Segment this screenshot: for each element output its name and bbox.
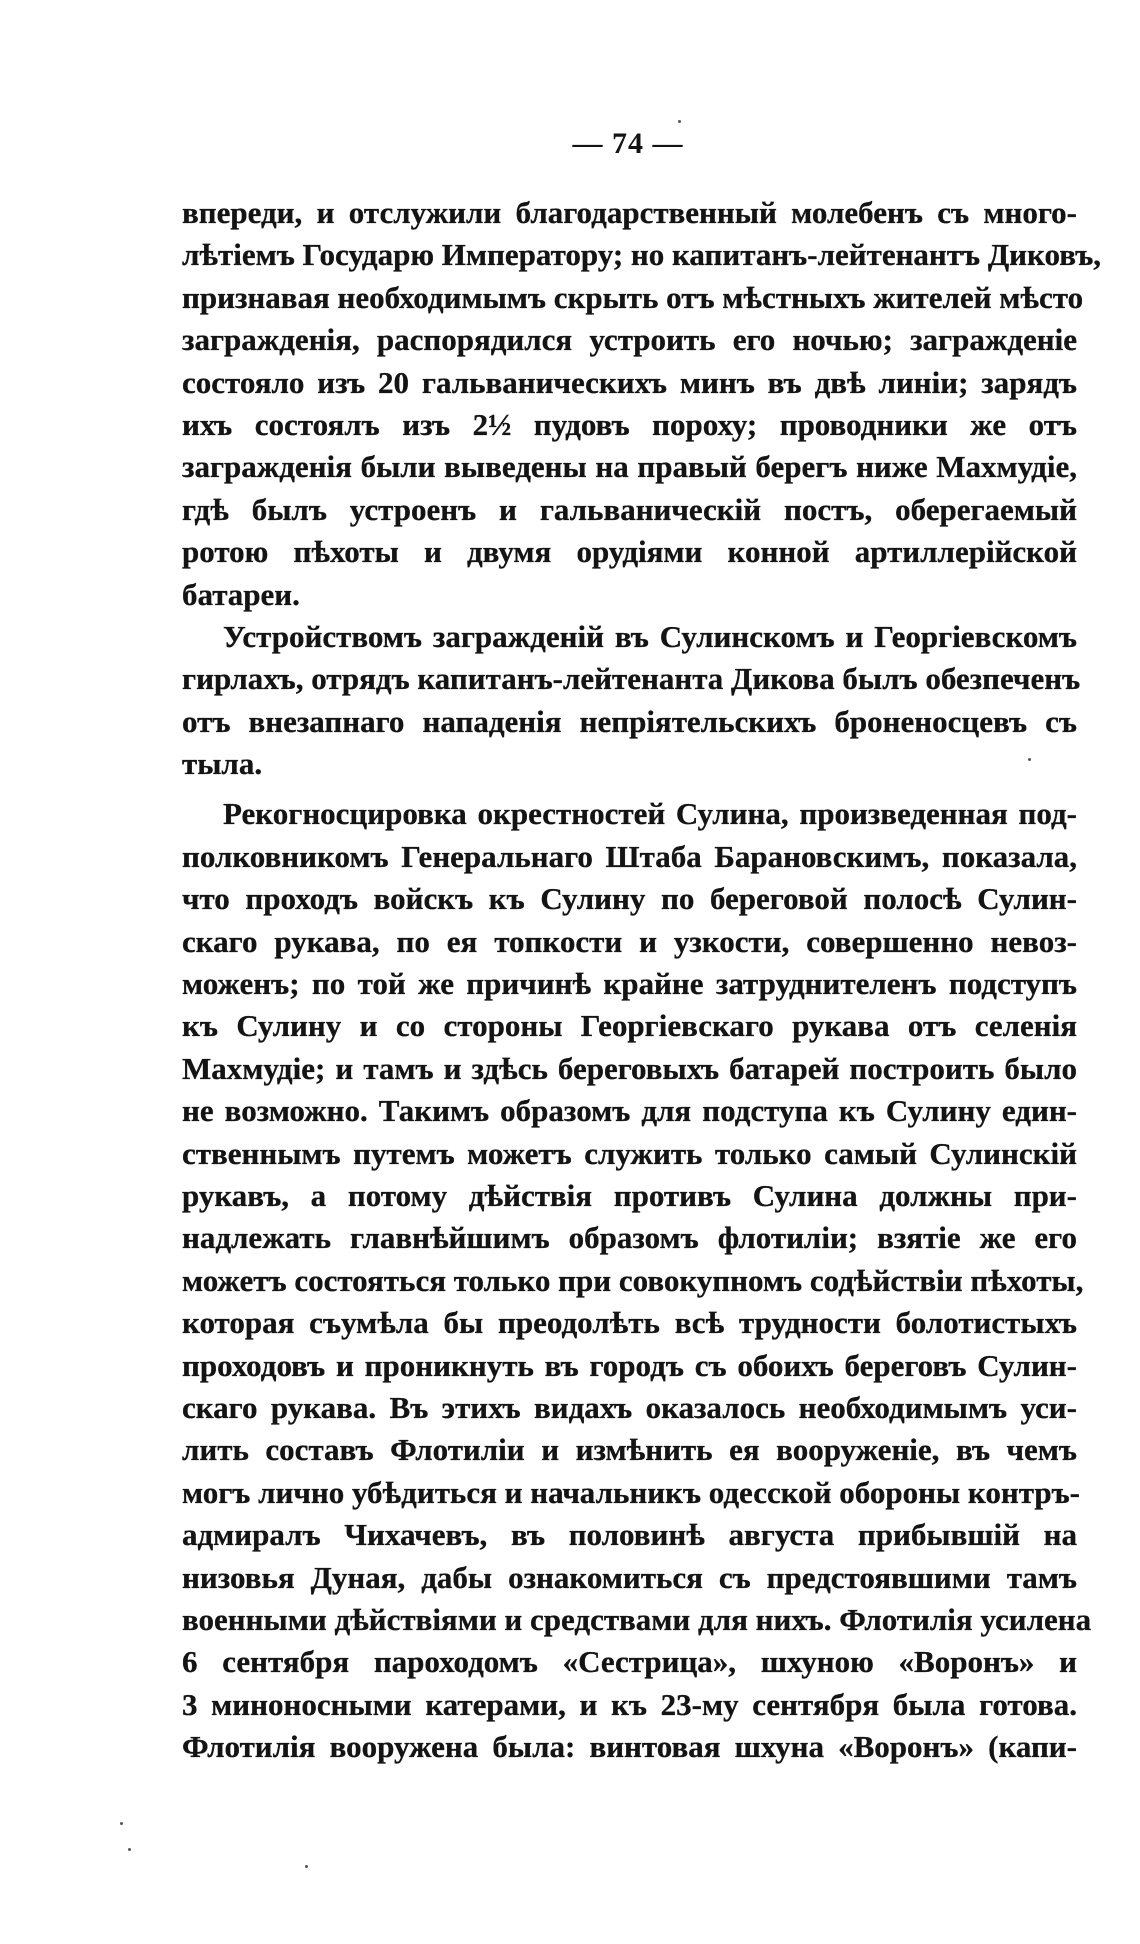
text-line: военными дѣйствіями и средствами для нихъ. Флотилія усилена <box>182 1601 1092 1637</box>
text-line: гирлахъ, отрядъ капитанъ-лейтенанта Дикова былъ обезпеченъ <box>182 661 1081 697</box>
text-line: состояло изъ 20 гальваническихъ минъ въ двѣ линіи; зарядъ <box>182 364 1077 400</box>
text-line: которая съумѣла бы преодолѣть всѣ трудности болотистыхъ <box>182 1305 1077 1341</box>
text-line: лѣтіемъ Государю Императору; но капитанъ-лейтенантъ Диковъ, <box>182 237 1102 273</box>
text-line: что проходъ войскъ къ Сулину по береговой полосѣ Сулин- <box>182 881 1077 917</box>
body-text <box>182 192 1102 1768</box>
text-line: Рекогносцировка окрестностей Сулина, произведенная под- <box>223 796 1077 832</box>
text-line: адмиралъ Чихачевъ, въ половинѣ августа прибывшій на <box>182 1517 1077 1553</box>
text-line: рукавъ, а потому дѣйствія противъ Сулина должны при- <box>182 1177 1077 1213</box>
text-line: батареи. <box>182 576 300 612</box>
text-line: ственнымъ путемъ можетъ служить только самый Сулинскій <box>182 1135 1077 1171</box>
scan-speck <box>678 120 681 123</box>
text-line: проходовъ и проникнуть въ городъ съ обоихъ береговъ Сулин- <box>182 1347 1077 1383</box>
page-number: — 74 — <box>572 127 684 160</box>
text-line: скаго рукава. Въ этихъ видахъ оказалось необходимымъ уси- <box>182 1389 1077 1425</box>
text-line: 6 сентября пароходомъ «Сестрица», шхуною «Воронъ» и <box>182 1644 1077 1680</box>
text-line: загражденія были выведены на правый берегъ ниже Махмудіе, <box>182 449 1077 485</box>
text-line: скаго рукава, по ея топкости и узкости, совершенно невоз- <box>182 923 1077 959</box>
text-line: отъ внезапнаго нападенія непріятельскихъ броненосцевъ съ <box>182 703 1077 739</box>
text-line: загражденія, распорядился устроить его ночью; загражденіе <box>182 322 1077 358</box>
text-line: Устройствомъ загражденій въ Сулинскомъ и Георгіевскомъ <box>223 618 1077 654</box>
text-line: лить составъ Флотиліи и измѣнить ея вооруженіе, въ чемъ <box>182 1432 1077 1468</box>
text-line: низовья Дуная, дабы ознакомиться съ предстоявшими тамъ <box>182 1559 1077 1595</box>
scan-speck <box>305 1865 308 1868</box>
text-line: могъ лично убѣдиться и начальникъ одесской обороны контръ- <box>182 1474 1080 1510</box>
scan-speck <box>1028 758 1031 761</box>
text-line: моженъ; по той же причинѣ крайне затруднителенъ подступъ <box>182 966 1077 1002</box>
text-line: надлежать главнѣйшимъ образомъ флотиліи; взятіе же его <box>182 1220 1077 1256</box>
scan-speck <box>128 1848 131 1851</box>
text-line: тыла. <box>182 746 263 782</box>
text-line: признавая необходимымъ скрыть отъ мѣстныхъ жителей мѣсто <box>182 279 1084 315</box>
scan-speck <box>120 1822 123 1825</box>
text-line: Флотилія вооружена была: винтовая шхуна «Воронъ» (капи- <box>182 1729 1077 1765</box>
text-line: полковникомъ Генеральнаго Штаба Барановскимъ, показала, <box>182 838 1077 874</box>
text-line: ихъ состоялъ изъ 2½ пудовъ пороху; проводники же отъ <box>182 406 1077 442</box>
text-line: къ Сулину и со стороны Георгіевскаго рукава отъ селенія <box>182 1008 1077 1044</box>
text-line: Махмудіе; и тамъ и здѣсь береговыхъ батарей построить было <box>182 1050 1077 1086</box>
text-line: можетъ состояться только при совокупномъ содѣйствіи пѣхоты, <box>182 1262 1084 1298</box>
text-line: впереди, и отслужили благодарственный молебенъ съ много- <box>182 195 1077 230</box>
paragraph-gap <box>182 785 1077 793</box>
text-line: не возможно. Такимъ образомъ для подступа къ Сулину един- <box>182 1093 1077 1129</box>
text-line: ротою пѣхоты и двумя орудіями конной артиллерійской <box>182 534 1077 570</box>
text-line: гдѣ былъ устроенъ и гальваническій постъ, оберегаемый <box>182 491 1077 527</box>
text-line: 3 миноносными катерами, и къ 23-му сентября была готова. <box>182 1686 1077 1722</box>
